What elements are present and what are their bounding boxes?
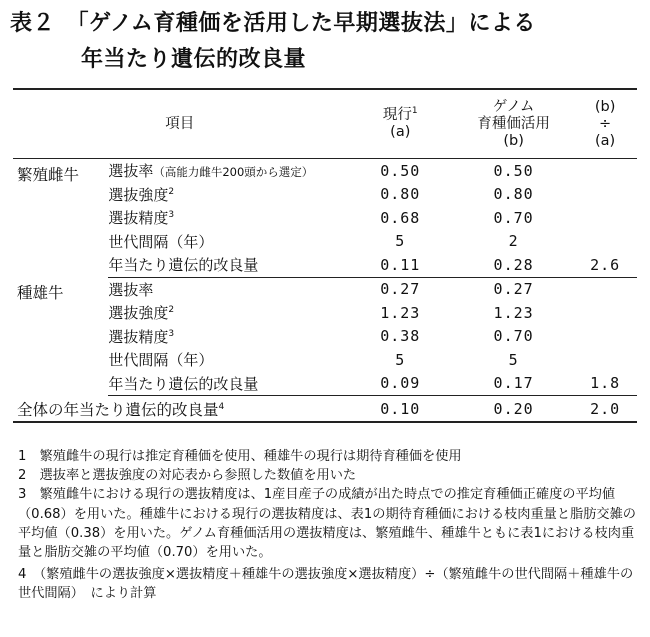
row-label: 年当たり遺伝的改良量 (108, 372, 346, 396)
header-genomic-l1: ゲノム (492, 98, 535, 115)
header-ratio-l1: (b) (594, 98, 616, 115)
header-current (347, 89, 454, 159)
value-genomic: 2 (508, 232, 519, 251)
header-item: 項目 (165, 115, 195, 132)
genetic-gain-table (13, 88, 637, 423)
row-sup: 3 (168, 328, 175, 339)
table-row (13, 277, 637, 301)
header-current-sup: 1 (411, 106, 418, 116)
group-name: 繁殖雌牛 (17, 166, 80, 184)
value-current: 0.80 (380, 185, 421, 204)
title-line-1: 表２ 「ゲノム育種価を活用した早期選抜法」による (10, 11, 536, 36)
row-label: 選抜強度$^2$ (108, 185, 175, 204)
total-ratio: 2.0 (573, 396, 637, 423)
title-line-2: 年当たり遺伝的改良量 (81, 47, 307, 72)
header-ratio-l3: (a) (595, 132, 616, 149)
row-sup: 3 (168, 210, 175, 221)
row-sup: 2 (168, 186, 175, 197)
value-ratio: 1.8 (573, 372, 637, 396)
value-current: 5 (395, 232, 406, 251)
value-current: 5 (395, 350, 406, 369)
header-genomic-l2: 育種価活用 (477, 115, 550, 132)
value-genomic: 0.50 (493, 161, 534, 180)
header-genomic (454, 89, 573, 159)
footnotes (18, 447, 640, 604)
row-label: 年当たり遺伝的改良量 (108, 253, 346, 277)
row-label: 世代間隔（年） (108, 351, 214, 370)
total-sup: 4 (218, 401, 225, 412)
table-title (10, 6, 645, 78)
value-genomic: 1.23 (493, 303, 534, 322)
value-current: 0.27 (380, 280, 421, 299)
row-note: （高能力雌牛200頭から選定） (153, 165, 314, 180)
row-label: 世代間隔（年） (108, 232, 214, 251)
value-genomic: 0.28 (454, 253, 573, 277)
value-genomic: 0.70 (493, 327, 534, 346)
value-ratio (573, 159, 637, 183)
footnote-4: 4 （繁殖雌牛の選抜強度×選抜精度＋種雄牛の選抜強度×選抜精度）÷（繁殖雌牛の世代間隔＋種雄牛の世代間隔） により計算 (18, 567, 634, 602)
value-ratio (573, 230, 637, 254)
header-current-label: 現行 (382, 107, 412, 123)
header-ratio-l2: ÷ (599, 115, 612, 132)
value-ratio (573, 277, 637, 301)
value-ratio (573, 206, 637, 230)
value-genomic: 0.80 (493, 185, 534, 204)
total-genomic: 0.20 (454, 396, 573, 423)
row-sup: 2 (168, 305, 175, 316)
value-genomic: 0.70 (493, 208, 534, 227)
total-current: 0.10 (347, 396, 454, 423)
value-current: 0.09 (347, 372, 454, 396)
value-genomic: 0.27 (493, 280, 534, 299)
total-label: 全体の年当たり遺伝的改良量$^4$ (13, 396, 347, 423)
value-genomic: 0.17 (454, 372, 573, 396)
footnote-1: 1 繁殖雌牛の現行は推定育種価を使用、種雄牛の現行は期待育種価を使用 (18, 449, 462, 464)
total-row (13, 396, 637, 423)
group-name: 種雄牛 (17, 284, 64, 302)
row-label: 選抜率（高能力雌牛200頭から選定） (108, 162, 314, 181)
table-header-row (13, 89, 637, 159)
value-current: 1.23 (380, 303, 421, 322)
header-ratio (573, 89, 637, 159)
value-current: 0.38 (380, 327, 421, 346)
footnote-2: 2 選抜率と選抜強度の対応表から参照した数値を用いた (18, 468, 357, 484)
row-label: 選抜精度$^3$ (108, 327, 175, 346)
value-current: 0.68 (380, 208, 421, 227)
header-current-sub: (a) (390, 124, 411, 140)
value-ratio (573, 325, 637, 349)
table-row (13, 159, 637, 183)
value-ratio (573, 183, 637, 207)
footnote-3: 3 繁殖雌牛における現行の選抜精度は、1産目産子の成績が出た時点での推定育種価正確度の平均値（0.68）を用いた。種雄牛における現行の選抜精度は、表1の期待育種価における枝肉重量と脂肪交雑の平均値（0.38）を用いた。ゲノム育種価活用の選抜精度は、繁殖雌牛、種雄牛ともに表1における枝肉重量と脂肪交雑の平均値（0.70）を用いた。 (18, 487, 636, 561)
row-label: 選抜率 (108, 280, 154, 299)
value-ratio: 2.6 (573, 253, 637, 277)
value-genomic: 5 (508, 350, 519, 369)
value-ratio (573, 301, 637, 325)
row-label: 選抜精度$^3$ (108, 209, 175, 228)
header-genomic-sub: (b) (503, 132, 524, 149)
row-label: 選抜強度$^2$ (108, 304, 175, 323)
value-current: 0.50 (380, 161, 421, 180)
value-current: 0.11 (347, 253, 454, 277)
value-ratio (573, 348, 637, 372)
